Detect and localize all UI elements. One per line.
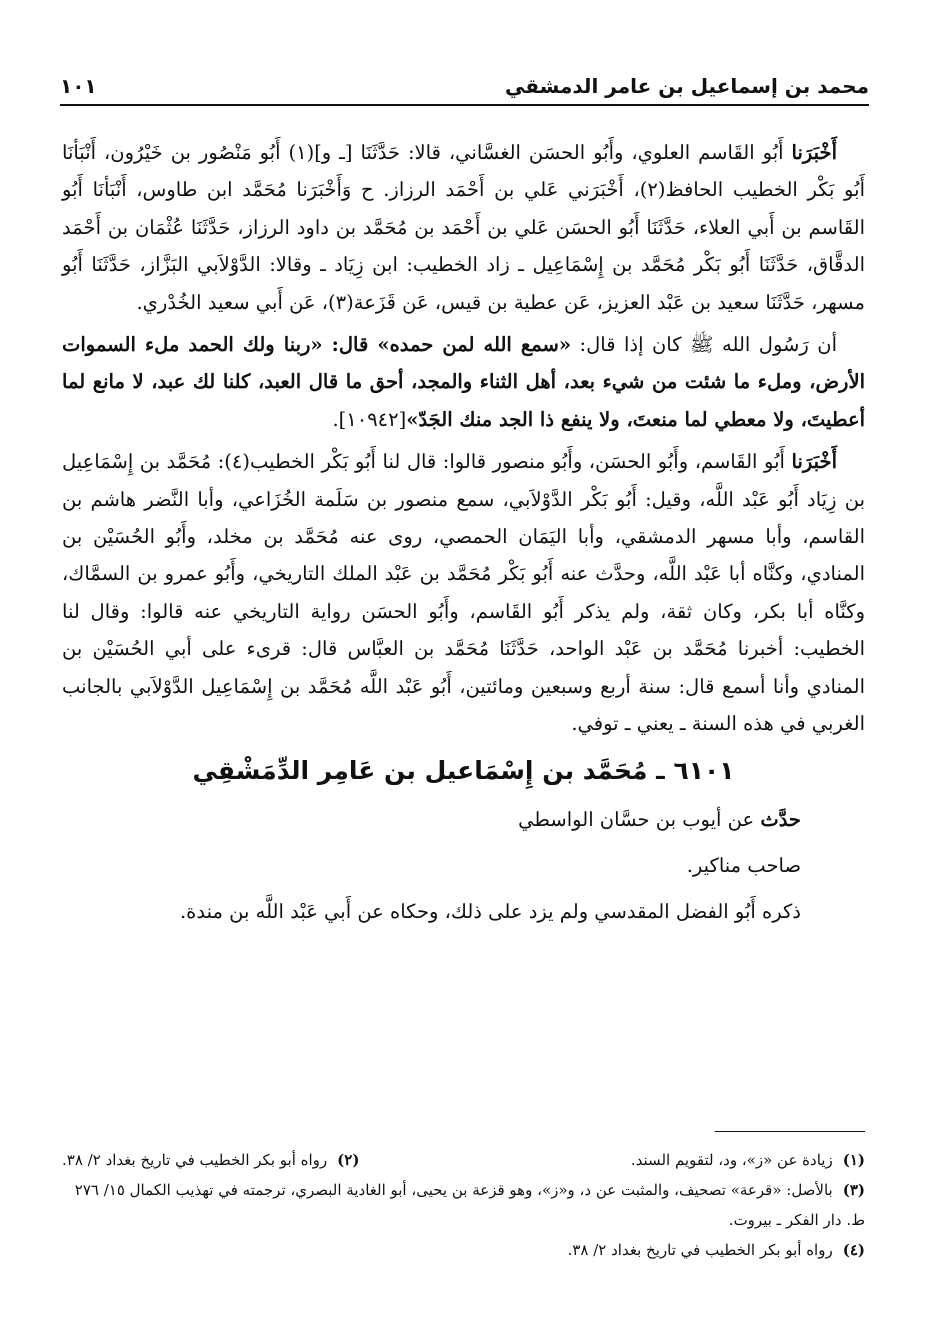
footnote-text: رواه أبو بكر الخطيب في تاريخ بغداد ٢/ ٣٨. xyxy=(567,1241,833,1259)
entry-line: صاحب مناكير. xyxy=(686,853,801,877)
entry-line: ذكره أَبُو الفضل المقدسي ولم يزد على ذلك، وحكاه عن أَبي عَبْد اللَّه بن مندة. xyxy=(179,899,801,923)
paragraph-text: أَبُو القَاسم، وأَبُو الحسَن، وأَبُو منصور قالوا: قال لنا أَبُو بَكْر الخطيب(٤): مُحَمَّد بن إِسْمَاعِيل بن زِيَاد أَبُو عَبْد اللَّه، وقيل: أَبُو بَكْر الدَّوْلاَبي، سمع منصور بن سَلَمة الخُزَاعي، وأبا النَّضر هاشم بن القاسم، وأبا مسهر الدمشقي، وأبا اليَمَان الحمصي، روى عنه مُحَمَّد بن مخلد، وأَبُو الحُسَيْن بن المنادي، وكنَّاه أبا عَبْد اللَّه، وحدَّث عنه أَبُو بَكْر مُحَمَّد بن عَبْد الملك التاريخي، وأَبُو عمرو بن السمَّاك، وكنَّاه أبا بكر، وكان ثقة، ولم يذكر أَبُو القَاسم، وأَبُو الحسَن رواية التاريخي عنه قالوا: وقال لنا الخطيب: أخبرنا مُحَمَّد بن عَبْد الواحد، حَدَّثَنَا مُحَمَّد بن العبَّاس قال: قرىء على أبي الحُسَيْن بن المنادي وأنا أسمع قال: سنة أربع وسبعين ومائتين، أَبُو عَبْد اللَّه مُحَمَّد بن إِسْمَاعِيل الدَّوْلاَبي بالجانب الغربي في هذه السنة ـ يعني ـ توفي. xyxy=(62,450,865,736)
page-header xyxy=(60,62,869,106)
paragraph-text: أَبُو القَاسم العلوي، وأَبُو الحسَن الغسَّاني، قالا: حَدَّثَنَا [ـ و](١) أَبُو مَنْصُور بن خَيْرُون، أَنْبَأنَا أَبُو بَكْر الخطيب الحافظ(٢)، أَخْبَرَني عَلي بن أَحْمَد الرزاز. ح وَأَخْبَرَنا مُحَمَّد ابن طاوس، أَنْبَأنَا أَبُو القَاسم بن أَبي العلاء، حَدَّثَنَا أَبُو الحسَن عَلي بن أَحْمَد بن مُحَمَّد بن داود الرزاز، حَدَّثَنَا عُثْمَان بن أَحْمَد الدقَّاق، حَدَّثَنَا أَبُو بَكْر مُحَمَّد بن إِسْمَاعِيل ـ زاد الخطيب: ابن زِيَاد ـ وقالا: الدَّوْلاَبي البَزَّاز، حَدَّثَنَا أَبُو مسهر، حَدَّثَنَا سعيد بن عَبْد العزيز، عَن عطية بن قيس، عَن قَزَعة(٣)، عَن أَبي سعيد الخُدْري. xyxy=(62,141,865,314)
main-text xyxy=(62,134,865,935)
footnote-text: زيادة عن «ز»، ود، لتقويم السند. xyxy=(630,1151,833,1169)
footnote-3 xyxy=(62,1175,865,1235)
isnad-paragraph xyxy=(62,134,865,321)
hadith-intro: أن رَسُول الله ﷺ كان إذا قال: xyxy=(571,333,837,357)
entry-text: عن أيوب بن حسَّان الواسطي xyxy=(518,807,761,831)
footnote-number: (٣) xyxy=(842,1181,865,1199)
biography-paragraph xyxy=(62,443,865,742)
hadith-paragraph xyxy=(62,326,865,438)
footnote-2 xyxy=(62,1145,359,1175)
footnote-text: رواه أبو بكر الخطيب في تاريخ بغداد ٢/ ٣٨. xyxy=(62,1151,328,1169)
paragraph-lead-word: أَخْبَرَنا xyxy=(791,450,837,474)
page-number: ١٠١ xyxy=(60,74,97,98)
entry-heading: ٦١٠١ ـ مُحَمَّد بن إِسْمَاعيل بن عَامِر الدِّمَشْقِي xyxy=(192,755,735,785)
footnote-number: (٤) xyxy=(842,1241,865,1259)
entry-lead-word: حدَّث xyxy=(760,807,801,831)
hadith-reference: [١٠٩٤٢]. xyxy=(332,407,407,431)
hadith-text: «سمع الله لمن حمده» قال: «ربنا ولك الحمد ملء السموات الأرض، وملء ما شئت من شيء بعد، أهل الثناء والمجد، أحق ما قال العبد، كلنا لك عبد، لا مانع لما أعطيتَ، ولا معطي لما منعتَ، ولا ينفع ذا الجد منك الجَدّ» xyxy=(62,333,865,431)
footnote-row xyxy=(62,1145,865,1175)
footnote-text: بالأصل: «قرعة» تصحيف، والمثبت عن د، و«ز»، وهو قزعة بن يحيى، أبو الغادية البصري، ترجمته في تهذيب الكمال ١٥/ ٢٧٦ ط. دار الفكر ـ بيروت. xyxy=(74,1181,865,1229)
footnote-1 xyxy=(631,1145,865,1175)
footnote-4 xyxy=(62,1235,865,1265)
footnote-number: (٢) xyxy=(337,1151,360,1169)
footnote-number: (١) xyxy=(842,1151,865,1169)
running-title: محمد بن إسماعيل بن عامر الدمشقي xyxy=(505,74,869,98)
footnote-divider xyxy=(715,1131,865,1132)
entry-line xyxy=(62,797,865,843)
footnotes xyxy=(62,1145,865,1265)
paragraph-lead-word: أَخْبَرَنا xyxy=(791,141,837,164)
